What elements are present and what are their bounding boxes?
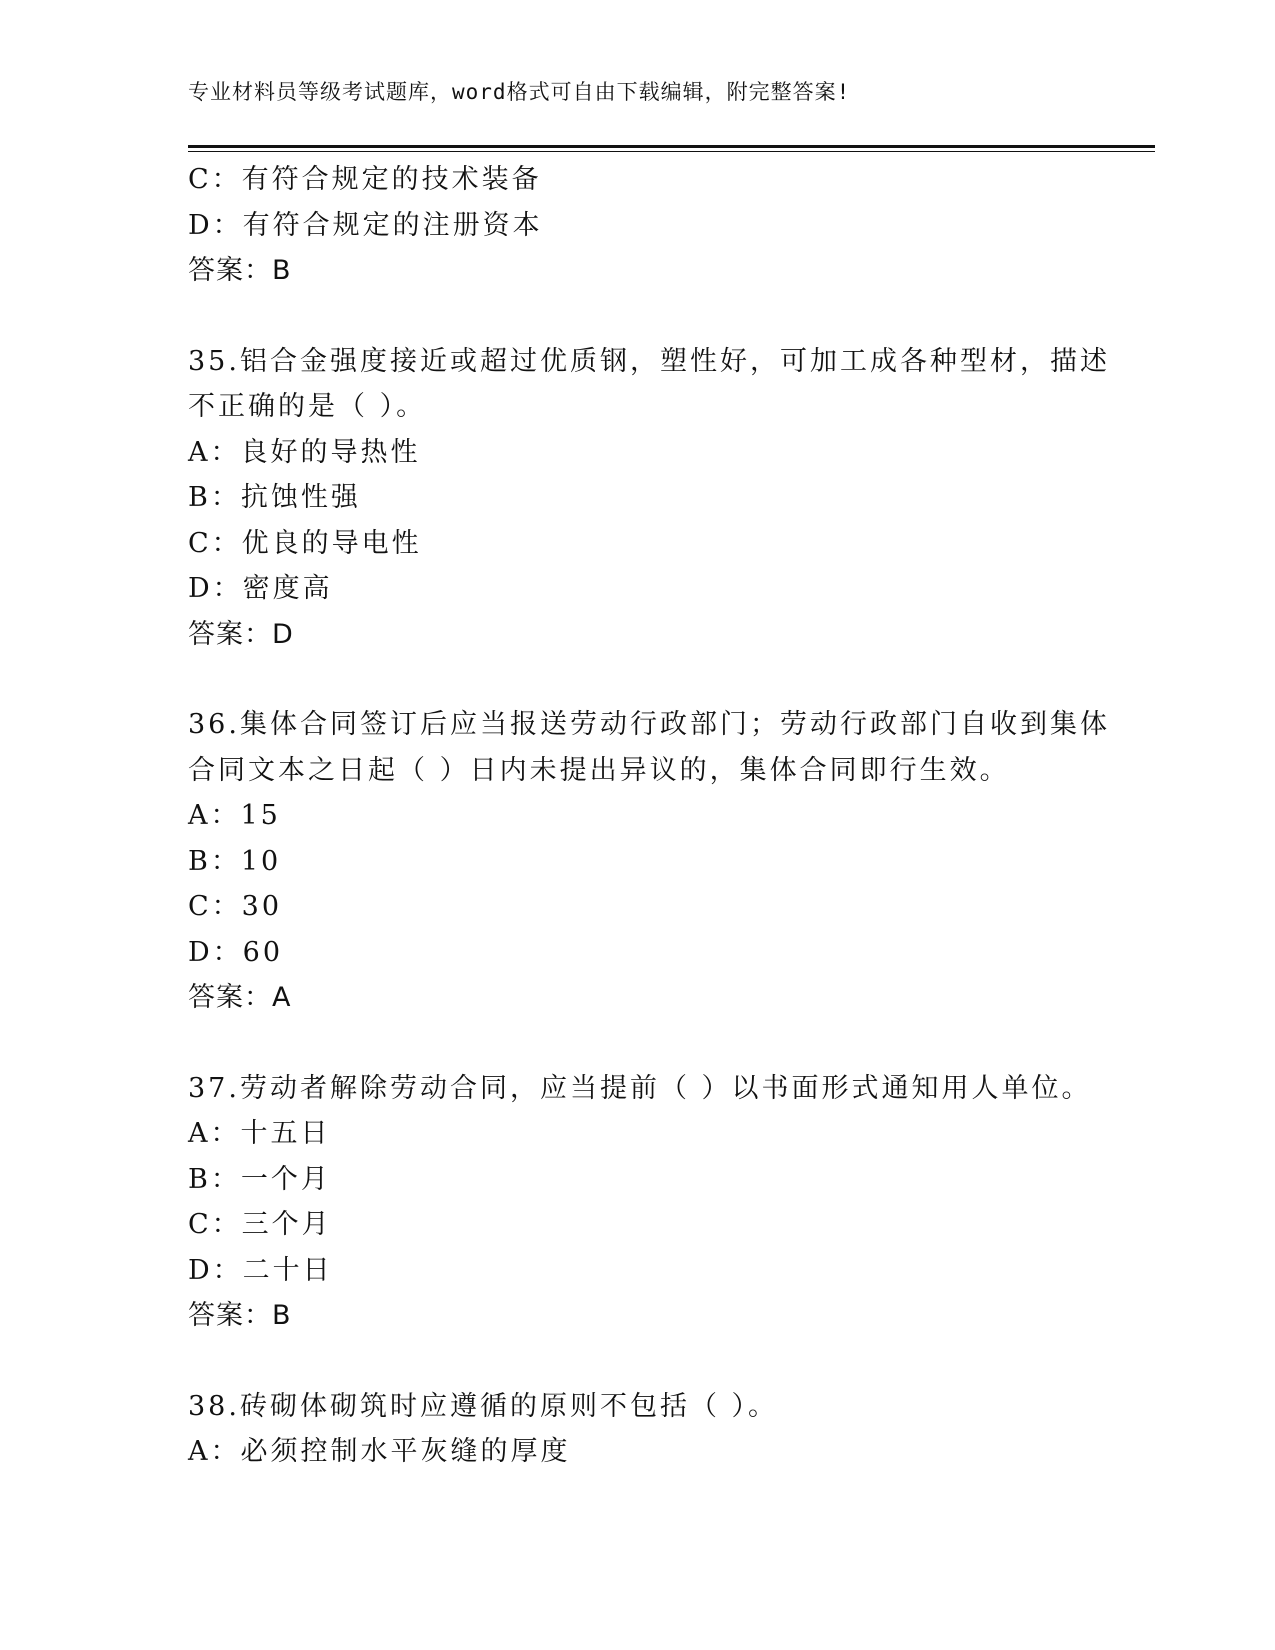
answer-line: 答案：B [188, 1300, 292, 1331]
spacer [188, 1021, 1088, 1066]
question-list [188, 157, 1110, 1475]
option-line: A：良好的导热性 [188, 436, 421, 468]
question-block-37 [188, 1066, 1092, 1339]
answer-line: 答案：B [188, 255, 292, 286]
answer-line: 答案：A [188, 982, 292, 1013]
page-header: 专业材料员等级考试题库，word格式可自由下载编辑，附完整答案! [188, 80, 851, 104]
option-line: A：必须控制水平灰缝的厚度 [188, 1436, 571, 1467]
spacer [188, 1339, 1088, 1384]
question-stem: 合同文本之日起（ ）日内未提出异议的，集体合同即行生效。 [188, 754, 1010, 786]
question-stem: 不正确的是（ ）。 [188, 391, 427, 422]
question-block-36 [188, 702, 1110, 1021]
question-block-34 [188, 157, 1088, 294]
option-line: D：60 [188, 936, 284, 968]
option-line: B：一个月 [188, 1163, 331, 1195]
option-line: B：10 [188, 845, 282, 877]
option-line: D：密度高 [188, 573, 333, 604]
option-line: C：有符合规定的技术装备 [188, 164, 542, 195]
option-line: A：十五日 [188, 1118, 331, 1149]
option-line: C：30 [188, 891, 283, 922]
question-stem: 36.集体合同签订后应当报送劳动行政部门；劳动行政部门自收到集体 [188, 709, 1110, 740]
spacer [188, 294, 1088, 339]
question-stem: 35.铝合金强度接近或超过优质钢，塑性好，可加工成各种型材，描述 [188, 345, 1110, 377]
option-line: B：抗蚀性强 [188, 482, 361, 513]
spacer [188, 657, 1088, 702]
question-block-35 [188, 339, 1110, 658]
option-line: D：二十日 [188, 1254, 333, 1286]
header-rule-thick [188, 145, 1155, 148]
option-line: C：优良的导电性 [188, 527, 422, 559]
header-rule-thin [188, 151, 1155, 152]
option-line: D：有符合规定的注册资本 [188, 209, 543, 241]
question-stem: 38.砖砌体砌筑时应遵循的原则不包括（ ）。 [188, 1390, 779, 1422]
option-line: A：15 [188, 800, 281, 831]
question-stem: 37.劳动者解除劳动合同，应当提前（ ）以书面形式通知用人单位。 [188, 1072, 1092, 1104]
option-line: C：三个月 [188, 1209, 332, 1240]
question-block-38 [188, 1384, 1088, 1475]
answer-line: 答案：D [188, 618, 294, 650]
